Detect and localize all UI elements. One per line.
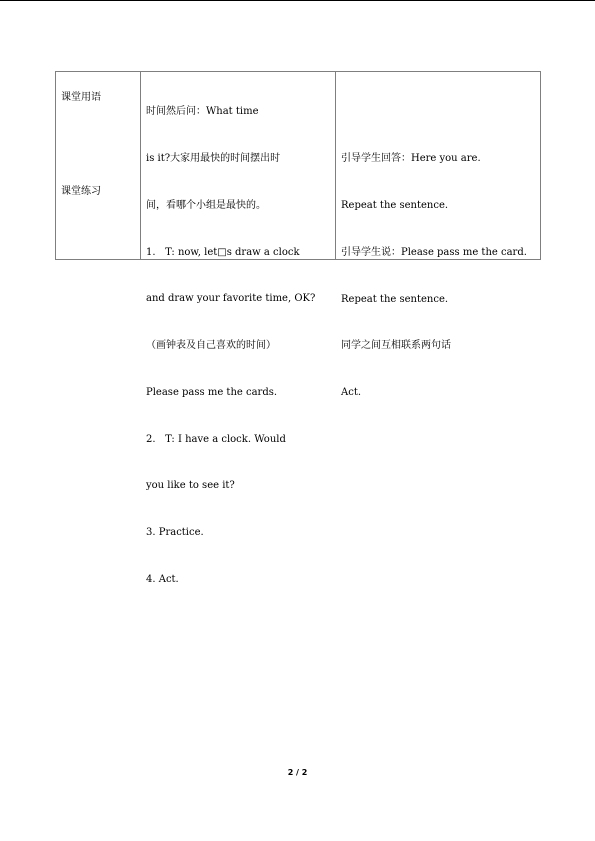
header-rule bbox=[0, 0, 595, 1]
teacher-line: is it?大家用最快的时间摆出时 bbox=[146, 152, 281, 164]
lesson-table bbox=[55, 71, 541, 585]
teacher-line: you like to see it? bbox=[146, 480, 235, 492]
student-line: Repeat the sentence. bbox=[341, 293, 449, 305]
student-line: Repeat the sentence. bbox=[341, 199, 449, 211]
teacher-line: 4. Act. bbox=[146, 574, 179, 585]
teacher-line: 2. T: I have a clock. Would bbox=[146, 433, 286, 445]
row-label-classroom-language: 课堂用语 bbox=[61, 92, 101, 103]
teacher-line: 3. Practice. bbox=[146, 527, 204, 539]
student-activity-cell bbox=[341, 120, 527, 432]
teacher-line: Please pass me the cards. bbox=[146, 386, 278, 398]
teacher-activity-cell bbox=[146, 73, 315, 619]
column-divider-1 bbox=[140, 72, 141, 259]
teacher-line: 间，看哪个小组是最快的。 bbox=[146, 199, 266, 211]
student-line: 同学之间互相联系两句话 bbox=[341, 340, 451, 352]
page-number: 2 / 2 bbox=[287, 768, 308, 777]
row-label-classroom-practice: 课堂练习 bbox=[61, 186, 101, 197]
student-line: Act. bbox=[341, 387, 362, 399]
column-divider-2 bbox=[335, 72, 336, 259]
teacher-line: and draw your favorite time, OK? bbox=[146, 293, 316, 305]
teacher-line: 时间然后问：What time bbox=[146, 106, 259, 118]
student-line: 引导学生回答：Here you are. bbox=[341, 153, 481, 165]
teacher-line: 1. T: now, let□s draw a clock bbox=[146, 246, 300, 258]
teacher-line: （画钟表及自己喜欢的时间） bbox=[146, 340, 276, 352]
student-line: 引导学生说：Please pass me the card. bbox=[341, 246, 527, 258]
